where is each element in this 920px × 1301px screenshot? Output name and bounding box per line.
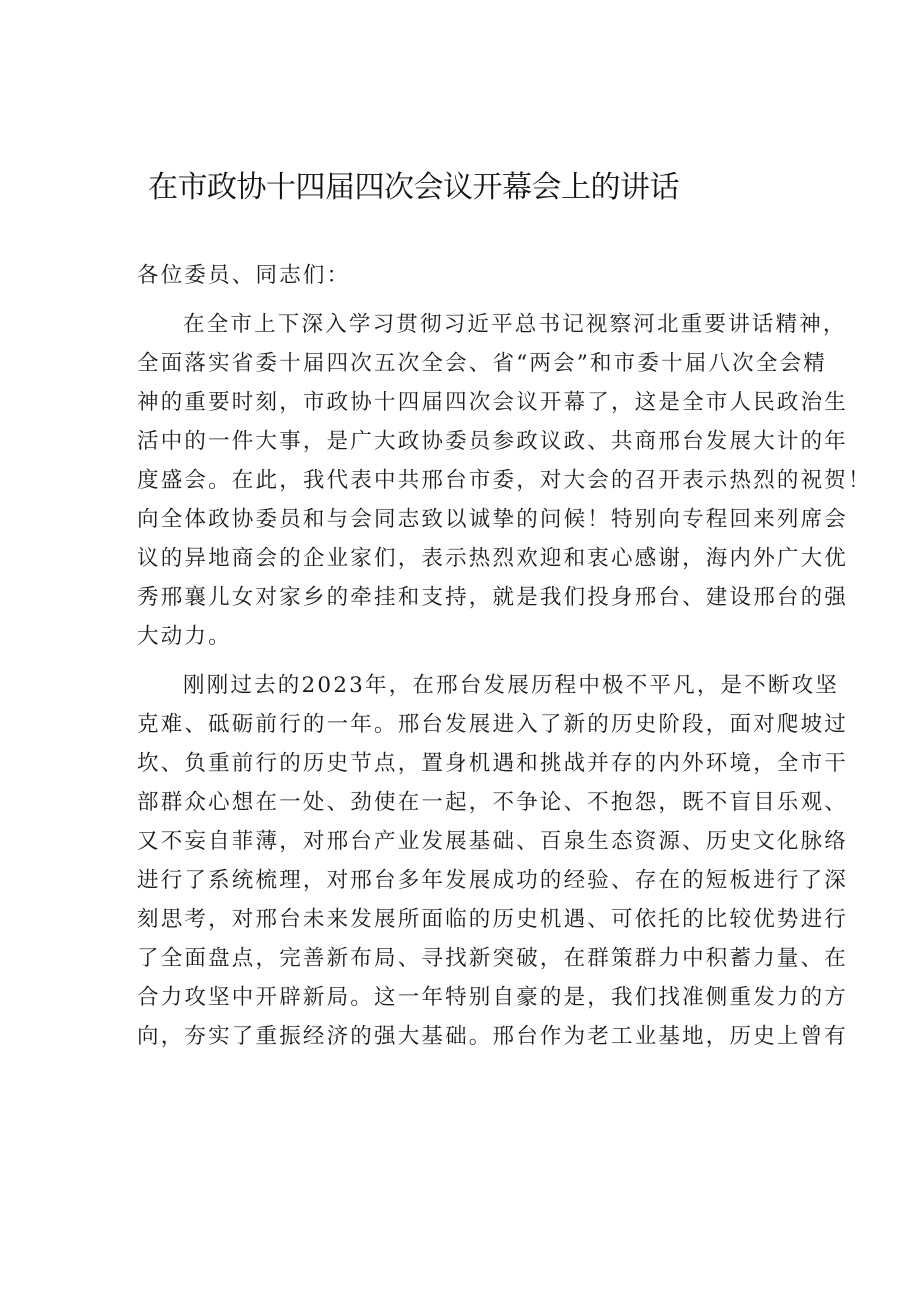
text-line: 了全面盘点，完善新布局、寻找新突破，在群策群力中积蓄力量、在: [137, 946, 849, 971]
text-line: 又不妄自菲薄，对邢台产业发展基础、百泉生态资源、历史文化脉络: [137, 829, 849, 854]
text-line: 进行了系统梳理，对邢台多年发展成功的经验、存在的短板进行了深: [137, 868, 849, 893]
text-line: 秀邢襄儿女对家乡的牵挂和支持，就是我们投身邢台、建设邢台的强: [137, 585, 849, 610]
document-title: 在市政协十四届四次会议开幕会上的讲话: [148, 170, 679, 205]
text-line: 合力攻坚中开辟新局。这一年特别自豪的是，我们找准侧重发力的方: [137, 985, 849, 1010]
text-line: 活中的一件大事，是广大政协委员参政议政、共商邢台发展大计的年: [137, 429, 849, 454]
text-line: 向全体政协委员和与会同志致以诚挚的问候！特别向专程回来列席会: [137, 507, 849, 532]
paragraph-1: [137, 305, 872, 656]
text-line: 刻思考，对邢台未来发展所面临的历史机遇、可依托的比较优势进行: [137, 907, 849, 932]
salutation: 各位委员、同志们：: [137, 263, 351, 288]
text-line: 克难、砥砺前行的一年。邢台发展进入了新的历史阶段，面对爬坡过: [137, 712, 849, 737]
paragraph-gap: [137, 656, 797, 666]
text-line: 神的重要时刻，市政协十四届四次会议开幕了，这是全市人民政治生: [137, 390, 849, 415]
paragraph-2: [137, 666, 849, 1056]
text-line: 度盛会。在此，我代表中共邢台市委，对大会的召开表示热烈的祝贺！: [137, 468, 872, 493]
text-line: 坎、负重前行的历史节点，置身机遇和挑战并存的内外环境，全市干: [137, 751, 849, 776]
document-body: [137, 256, 872, 1056]
text-line: 大动力。: [137, 624, 232, 649]
text-line: 议的异地商会的企业家们，表示热烈欢迎和衷心感谢，海内外广大优: [137, 546, 849, 571]
text-line: 全面落实省委十届四次五次全会、省“两会”和市委十届八次全会精: [137, 351, 827, 376]
text-line: 向，夯实了重振经济的强大基础。邢台作为老工业基地，历史上曾有: [137, 1024, 849, 1049]
paragraph-gap: [137, 295, 797, 305]
text-line: 刚刚过去的2023年，在邢台发展历程中极不平凡，是不断攻坚: [183, 673, 840, 698]
text-line: 部群众心想在一处、劲使在一起，不争论、不抱怨，既不盲目乐观、: [137, 790, 849, 815]
text-line: 在全市上下深入学习贯彻习近平总书记视察河北重要讲话精神，: [183, 312, 847, 337]
